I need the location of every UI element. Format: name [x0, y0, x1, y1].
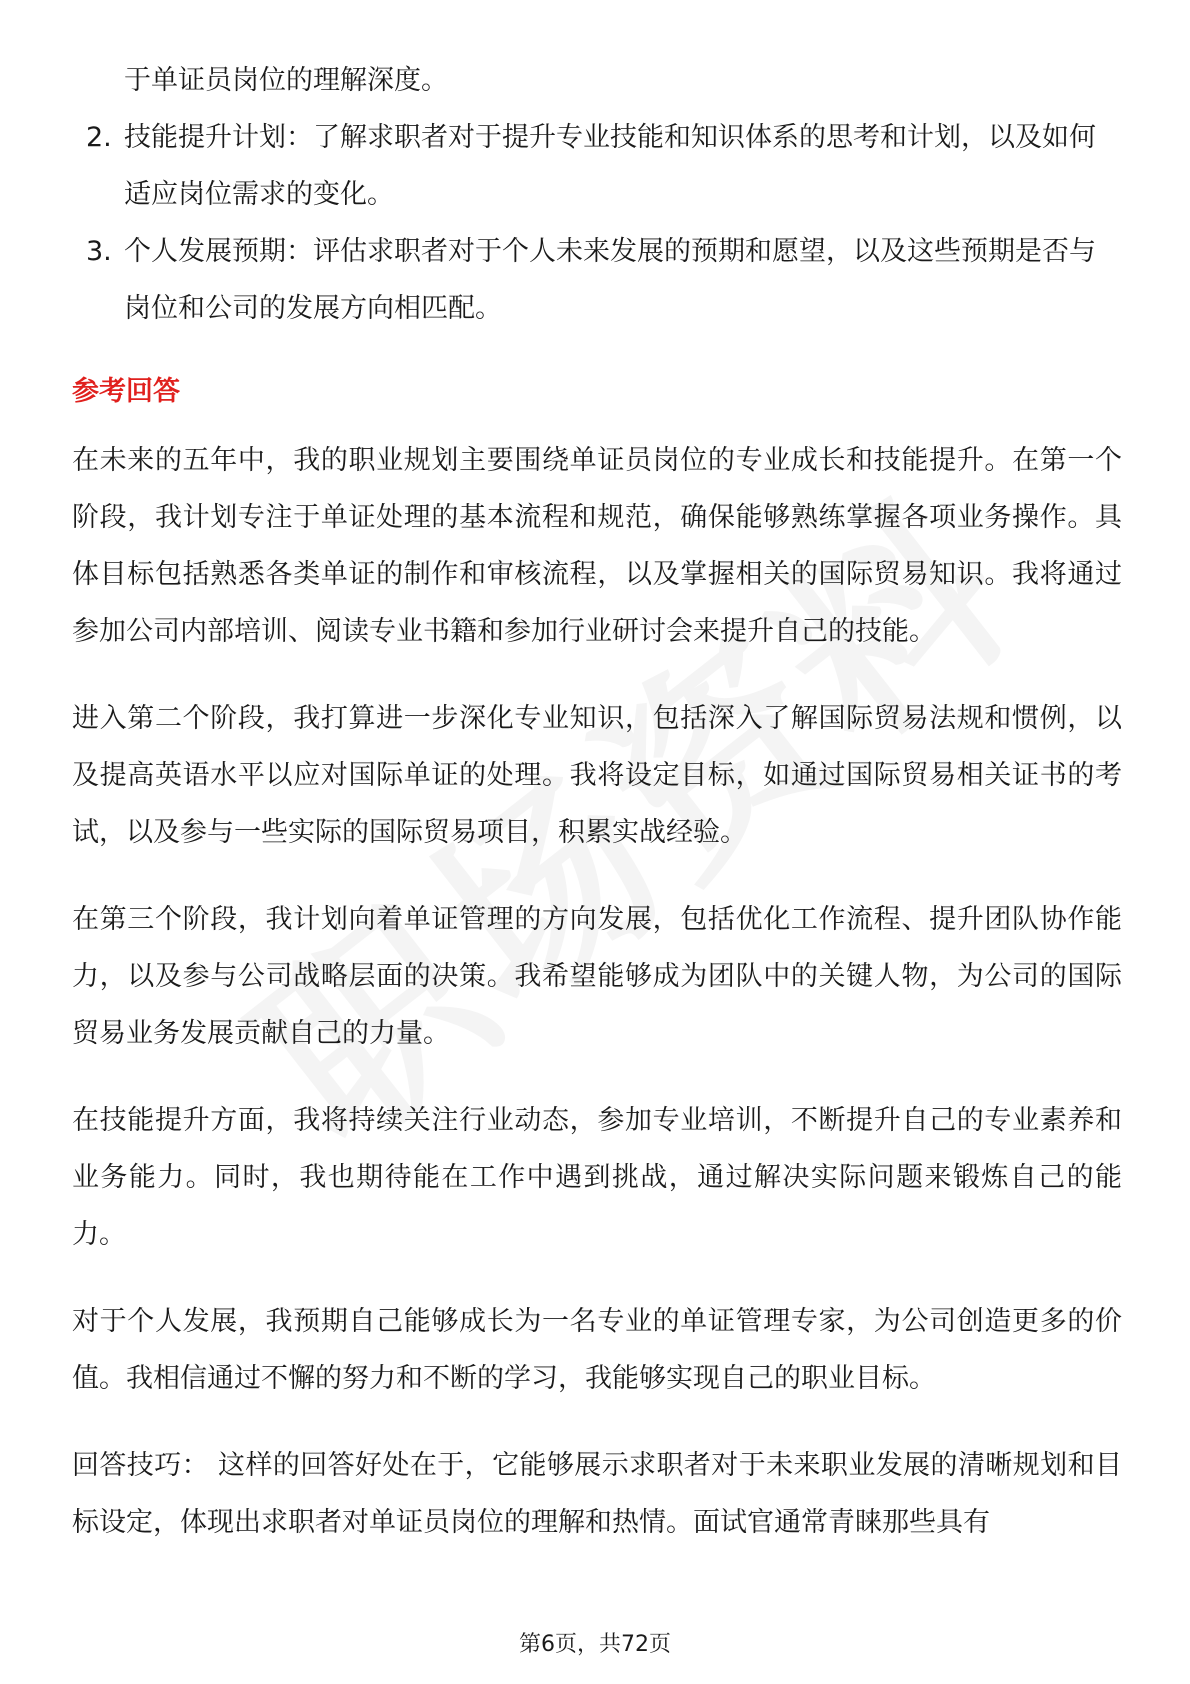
answer-paragraph: 进入第二个阶段，我打算进一步深化专业知识，包括深入了解国际贸易法规和惯例，以及提高英语水平以应对国际单证的处理。我将设定目标，如通过国际贸易相关证书的考试，以及参与一些实际的国际贸易项目，积累实战经验。 — [72, 703, 1122, 848]
answer-paragraph: 在第三个阶段，我计划向着单证管理的方向发展，包括优化工作流程、提升团队协作能力，以及参与公司战略层面的决策。我希望能够成为团队中的关键人物，为公司的国际贸易业务发展贡献自己的力量。 — [72, 904, 1122, 1049]
list-item-text: 个人发展预期：评估求职者对于个人未来发展的预期和愿望，以及这些预期是否与岗位和公司的发展方向相匹配。 — [124, 236, 1096, 324]
list-item-number: 3. — [86, 236, 112, 267]
page-number: 第6页，共72页 — [519, 1632, 671, 1657]
list-item — [86, 223, 1122, 337]
answer-paragraph: 在技能提升方面，我将持续关注行业动态，参加专业培训，不断提升自己的专业素养和业务能力。同时，我也期待能在工作中遇到挑战，通过解决实际问题来锻炼自己的能力。 — [72, 1105, 1122, 1250]
section-heading: 参考回答 — [72, 376, 180, 407]
list-item-number: 2. — [86, 122, 112, 153]
page-content — [72, 52, 1122, 1581]
list-item — [86, 109, 1122, 223]
question-list — [72, 52, 1122, 337]
list-item-text: 于单证员岗位的理解深度。 — [124, 65, 448, 96]
list-item-text: 技能提升计划：了解求职者对于提升专业技能和知识体系的思考和计划，以及如何适应岗位需求的变化。 — [124, 122, 1096, 210]
answer-paragraph: 对于个人发展，我预期自己能够成长为一名专业的单证管理专家，为公司创造更多的价值。我相信通过不懈的努力和不断的学习，我能够实现自己的职业目标。 — [72, 1306, 1122, 1394]
answer-paragraph: 在未来的五年中，我的职业规划主要围绕单证员岗位的专业成长和技能提升。在第一个阶段，我计划专注于单证处理的基本流程和规范，确保能够熟练掌握各项业务操作。具体目标包括熟悉各类单证的制作和审核流程，以及掌握相关的国际贸易知识。我将通过参加公司内部培训、阅读专业书籍和参加行业研讨会来提升自己的技能。 — [72, 445, 1122, 647]
list-item-continuation — [124, 52, 1122, 109]
tips-paragraph: 回答技巧： 这样的回答好处在于，它能够展示求职者对于未来职业发展的清晰规划和目标设定，体现出求职者对单证员岗位的理解和热情。面试官通常青睐那些具有 — [72, 1450, 1122, 1538]
